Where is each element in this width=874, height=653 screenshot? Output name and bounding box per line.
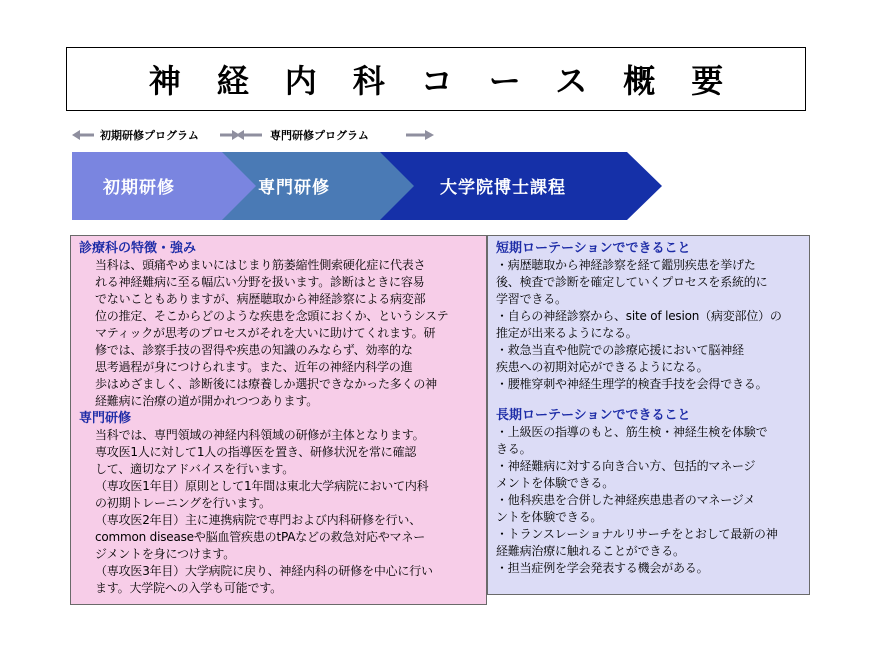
initial-program-label: 初期研修プログラム xyxy=(100,129,199,142)
initial-left-arrow-icon xyxy=(72,130,94,140)
long-rotation-body: ・上級医の指導のもと、筋生検・神経生検を体験で きる。 ・神経難病に対する向き合い方、包括的マネージ メントを体験できる。 ・他科疾患を合併した神経疾患患者のマネージメ ントを体験できる。 ・トランスレーショナルリサーチをとおして最新の神 経難病治療に触れることができる。 ・担当症例を学会発表する機会がある。 xyxy=(496,425,778,575)
short-rotation-heading: 短期ローテーションでできること xyxy=(496,241,691,256)
page-title-box xyxy=(66,47,806,111)
specialist-left-arrow-icon xyxy=(236,130,262,140)
features-body: 当科は、頭痛やめまいにはじまり筋萎縮性側索硬化症に代表さ れる神経難病に至る幅広い分野を扱います。診断はときに容易 でないこともありますが、病歴聴取から神経診察による病変部 位の推定、そこからどのような疾患を念頭におくか、というシステ マティックが思考のプロセスがそれを大いに助けてくれます。研 修では、診察手技の習得や疾患の知識のみならず、効率的な 思考過程が身につけられます。また、近年の神経内科学の進 歩はめざましく、診断後には療養しか選択できなかった多くの神 経難病に治療の道が開かれつつあります。 xyxy=(95,258,449,408)
right-panel xyxy=(487,235,810,595)
left-panel xyxy=(70,235,487,605)
long-rotation-heading: 長期ローテーションでできること xyxy=(496,408,691,423)
specialist-right-arrow-icon xyxy=(406,130,434,140)
stage-label-specialist: 専門研修 xyxy=(258,178,330,198)
page-title: 神経内科コース概要 xyxy=(148,62,760,100)
features-heading: 診療科の特徴・強み xyxy=(79,241,197,256)
stage-label-initial: 初期研修 xyxy=(103,178,175,198)
section-gap xyxy=(496,393,805,407)
specialist-program-label: 専門研修プログラム xyxy=(270,129,369,142)
stage-label-graduate: 大学院博士課程 xyxy=(440,178,566,198)
specialist-body: 当科では、専門領域の神経内科領域の研修が主体となります。 専攻医1人に対して1人の指導医を置き、研修状況を常に確認 して、適切なアドバイスを行います。 （専攻医1年目）原則として1年間は東北大学病院において内科 の初期トレーニングを行います。 （専攻医2年目）主に連携病院で専門および内科研修を行い、 common diseaseや脳血管疾患のtPAなどの救急対応やマネー ジメントを身につけます。 （専攻医3年目）大学病院に戻り、神経内科の研修を中心に行い ます。大学院への入学も可能です。 xyxy=(95,428,433,595)
program-timeline xyxy=(70,125,470,145)
specialist-heading: 専門研修 xyxy=(79,411,132,426)
short-rotation-body: ・病歴聴取から神経診察を経て鑑別疾患を挙げた 後、検査で診断を確定していくプロセスを系統的に 学習できる。 ・自らの神経診察から、site of lesion（病変部位）の 推定が出来るようになる。 ・救急当直や他院での診療応援において脳神経 疾患への初期対応ができるようになる。 ・腰椎穿刺や神経生理学的検査手技を会得できる。 xyxy=(496,258,782,391)
